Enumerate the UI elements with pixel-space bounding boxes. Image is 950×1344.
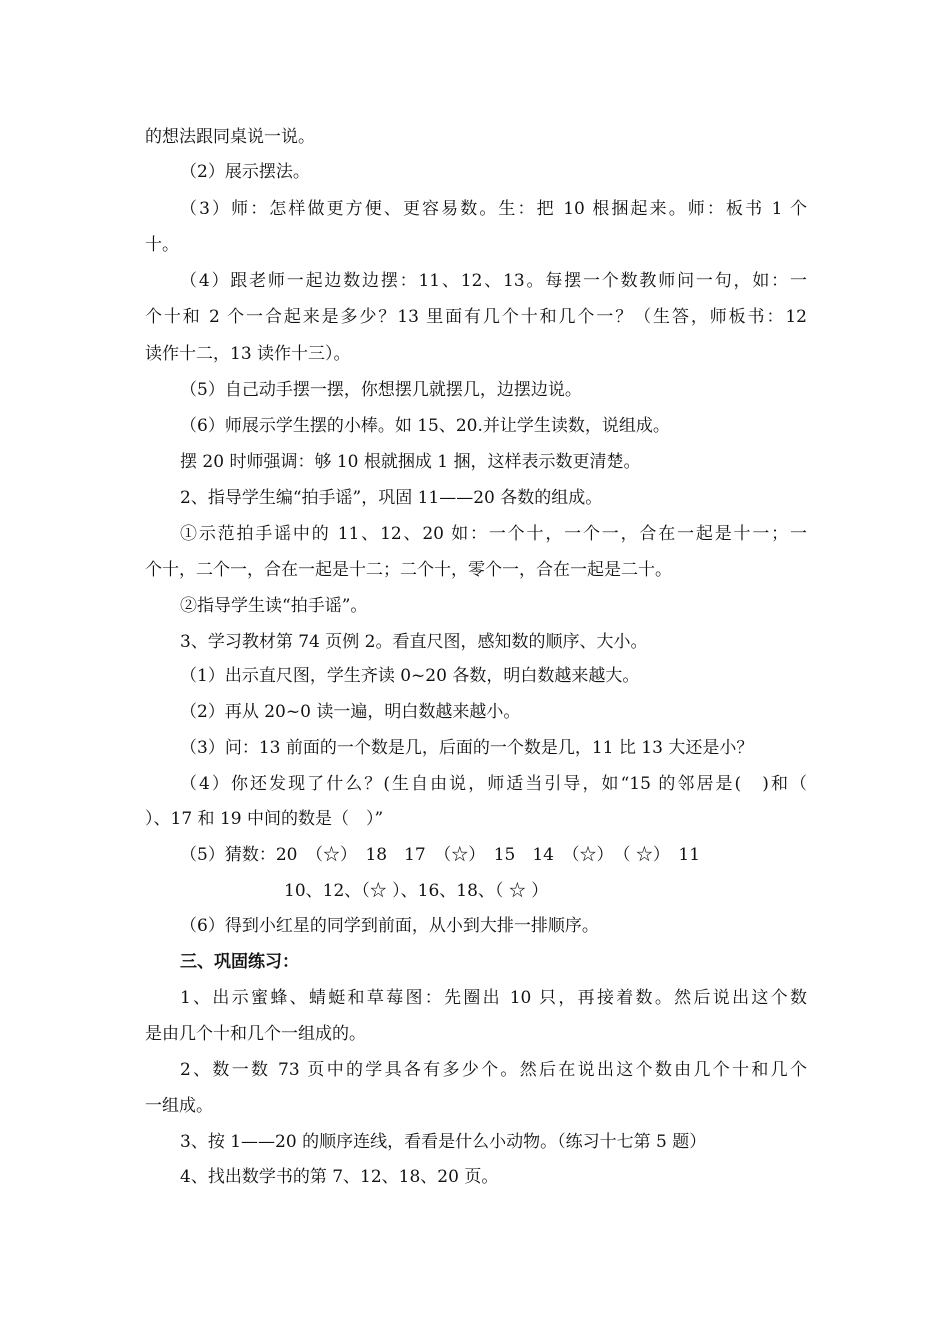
paragraph-line: （3）师：怎样做更方便、更容易数。生：把 10 根捆起来。师：板书 1 个 <box>180 199 807 219</box>
paragraph-line: （4）你还发现了什么？(生自由说，师适当引导，如“15 的邻居是( )和（ <box>180 774 807 794</box>
paragraph-line: （1）出示直尺图，学生齐读 0~20 各数，明白数越来越大。 <box>180 666 640 686</box>
paragraph-line: 是由几个十和几个一组成的。 <box>145 1024 366 1044</box>
paragraph-line: 3、学习教材第 74 页例 2。看直尺图，感知数的顺序、大小。 <box>180 632 648 652</box>
paragraph-line: 的想法跟同桌说一说。 <box>145 127 315 147</box>
paragraph-line: 十。 <box>145 235 179 255</box>
paragraph-line: 个十，二个一，合在一起是十二；二个十，零个一，合在一起是二十。 <box>145 560 672 580</box>
paragraph-line: （2）展示摆法。 <box>180 162 310 182</box>
paragraph-line: （3）问：13 前面的一个数是几，后面的一个数是几，11 比 13 大还是小？ <box>180 738 754 758</box>
paragraph-line: 一组成。 <box>145 1096 213 1116</box>
paragraph-line: 2、数一数 73 页中的学具各有多少个。然后在说出这个数由几个十和几个 <box>180 1060 807 1080</box>
paragraph-line: ②指导学生读“拍手谣”。 <box>180 596 368 616</box>
paragraph-line: 2、指导学生编“拍手谣”，巩固 11——20 各数的组成。 <box>180 488 603 508</box>
guess-numbers-line: （5）猜数：20 （☆） 18 17 （☆） 15 14 （☆） （ ☆） 11 <box>180 845 701 865</box>
paragraph-line: （6）师展示学生摆的小棒。如 15、20.并让学生读数，说组成。 <box>180 416 670 436</box>
paragraph-line: （4）跟老师一起边数边摆：11、12、13。每摆一个数教师问一句，如：一 <box>180 271 807 291</box>
paragraph-line: （2）再从 20~0 读一遍，明白数越来越小。 <box>180 702 521 722</box>
paragraph-line: ）、17 和 19 中间的数是（ ）” <box>145 809 384 829</box>
paragraph-line: 4、找出数学书的第 7、12、18、20 页。 <box>180 1167 499 1187</box>
guess-numbers-line: 10、12、（☆ ）、16、18、（ ☆ ） <box>284 881 549 901</box>
paragraph-line: （6）得到小红星的同学到前面，从小到大排一排顺序。 <box>180 916 599 936</box>
paragraph-line: 个十和 2 个一合起来是多少？13 里面有几个十和几个一？（生答，师板书：12 <box>145 307 807 327</box>
paragraph-line: （5）自己动手摆一摆，你想摆几就摆几，边摆边说。 <box>180 380 582 400</box>
section-heading: 三、巩固练习： <box>180 952 299 972</box>
paragraph-line: 3、按 1——20 的顺序连线，看看是什么小动物。（练习十七第 5 题） <box>180 1132 707 1152</box>
paragraph-line: 读作十二，13 读作十三）。 <box>145 344 351 364</box>
paragraph-line: 摆 20 时师强调：够 10 根就捆成 1 捆，这样表示数更清楚。 <box>180 452 641 472</box>
paragraph-line: 1、出示蜜蜂、蜻蜓和草莓图：先圈出 10 只，再接着数。然后说出这个数 <box>180 988 807 1008</box>
paragraph-line: ①示范拍手谣中的 11、12、20 如：一个十，一个一，合在一起是十一；一 <box>180 524 807 544</box>
